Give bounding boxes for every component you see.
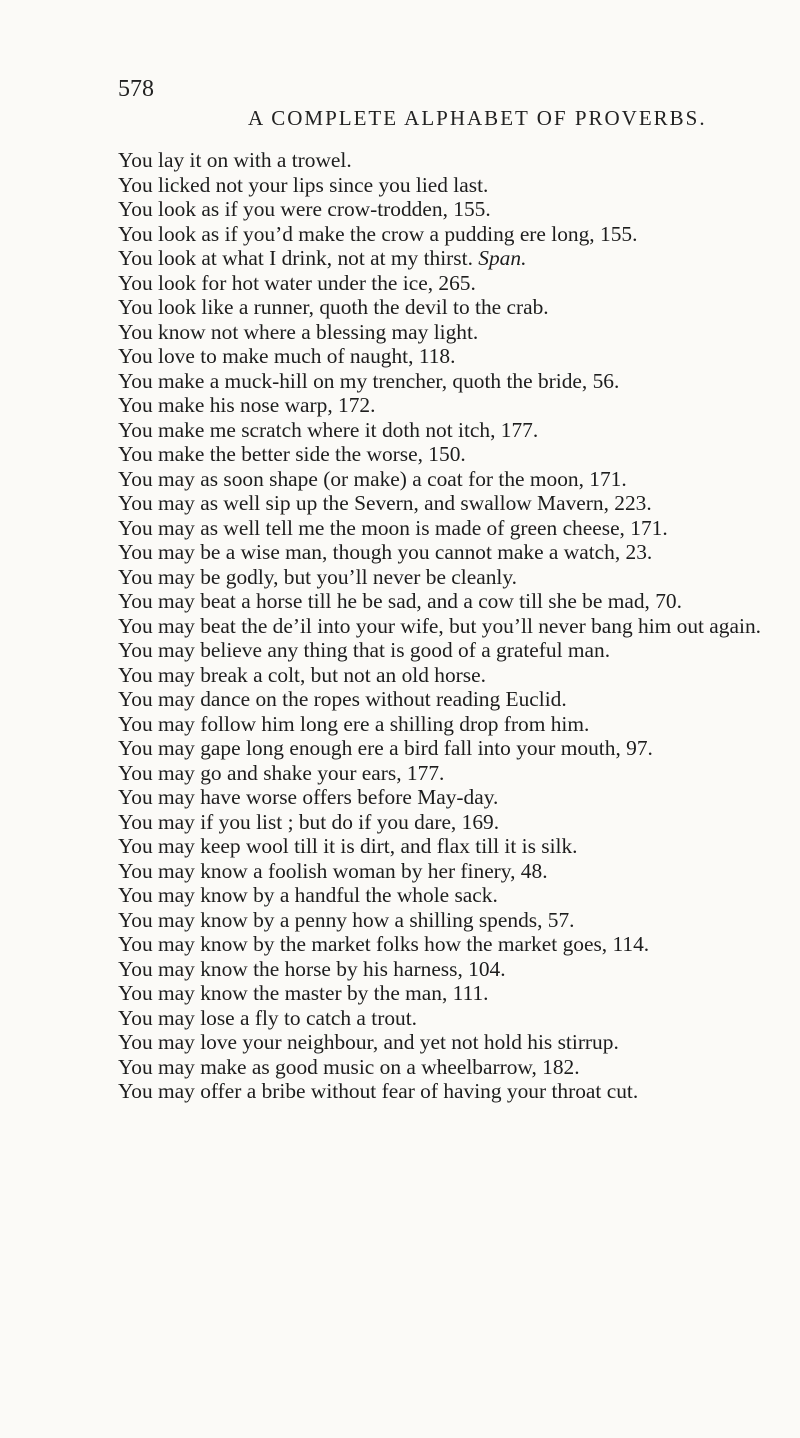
proverb-entry (118, 614, 768, 639)
proverb-entry (118, 981, 768, 1006)
proverb-entry (118, 467, 768, 492)
proverb-text: You may know the master by the man, 111. (118, 981, 489, 1005)
proverb-text: You may make as good music on a wheelbarrow, 182. (118, 1054, 580, 1079)
proverb-text: You may dance on the ropes without reading Euclid. (118, 687, 567, 711)
proverb-entry (118, 687, 768, 712)
proverb-entry (118, 589, 768, 614)
proverb-text: You make me scratch where it doth not itch, 177. (118, 417, 539, 442)
proverb-text: You look like a runner, quoth the devil to the crab. (118, 295, 549, 319)
proverb-text: You may go and shake your ears, 177. (118, 760, 445, 785)
proverb-list (118, 148, 768, 1104)
proverb-entry (118, 761, 768, 786)
proverb-text: You may offer a bribe without fear of having your throat cut. (118, 1079, 639, 1103)
proverb-text: You make his nose warp, 172. (118, 393, 376, 417)
proverb-text: You may know a foolish woman by her finery, 48. (118, 858, 548, 883)
proverb-entry (118, 516, 768, 541)
proverb-text: You make a muck-hill on my trencher, quoth the bride, 56. (118, 368, 620, 393)
running-head: A COMPLETE ALPHABET OF PROVERBS. (248, 106, 707, 130)
proverb-entry (118, 173, 768, 198)
proverb-entry (118, 222, 768, 247)
proverb-source: Span. (478, 246, 527, 270)
proverb-entry (118, 418, 768, 443)
proverb-entry (118, 736, 768, 761)
proverb-text: You look for hot water under the ice, 265. (118, 270, 476, 295)
proverb-entry (118, 957, 768, 982)
proverb-text: You may know by a penny how a shilling spends, 57. (118, 907, 575, 932)
proverb-text: You may as soon shape (or make) a coat for the moon, 171. (118, 466, 627, 491)
proverb-text: You look as if you’d make the crow a pudding ere long, 155. (118, 221, 638, 246)
proverb-entry (118, 246, 768, 271)
proverb-text: You may gape long enough ere a bird fall into your mouth, 97. (118, 736, 653, 760)
proverb-entry (118, 1006, 768, 1031)
proverb-text: You may if you list ; but do if you dare, 169. (118, 809, 500, 834)
proverb-entry (118, 883, 768, 908)
proverb-entry (118, 295, 768, 320)
proverb-entry (118, 565, 768, 590)
proverb-entry (118, 540, 768, 565)
proverb-text: You may beat a horse till he be sad, and a cow till she be mad, 70. (118, 589, 682, 613)
proverb-entry (118, 712, 768, 737)
proverb-text: You may love your neighbour, and yet not hold his stirrup. (118, 1030, 619, 1054)
proverb-text: You look as if you were crow-trodden, 155. (118, 197, 491, 221)
proverb-entry (118, 442, 768, 467)
proverb-text: You may as well tell me the moon is made of green cheese, 171. (118, 515, 668, 540)
proverb-entry (118, 638, 768, 663)
proverb-entry (118, 148, 768, 173)
proverb-text: You may believe any thing that is good of a grateful man. (118, 638, 611, 662)
proverb-text: You licked not your lips since you lied last. (118, 172, 489, 197)
proverb-text: You may break a colt, but not an old horse. (118, 662, 486, 687)
proverb-text: You may be a wise man, though you cannot make a watch, 23. (118, 540, 653, 564)
proverb-entry (118, 810, 768, 835)
proverb-entry (118, 1055, 768, 1080)
proverb-entry (118, 320, 768, 345)
proverb-entry (118, 271, 768, 296)
proverb-text: You love to make much of naught, 118. (118, 344, 456, 368)
proverb-text: You may know by a handful the whole sack. (118, 883, 498, 907)
proverb-text: You may keep wool till it is dirt, and flax till it is silk. (118, 834, 578, 858)
proverb-text: You know not where a blessing may light. (118, 319, 479, 344)
proverb-text: You may lose a fly to catch a trout. (118, 1005, 418, 1030)
proverb-entry (118, 344, 768, 369)
proverb-entry (118, 663, 768, 688)
proverb-text: You lay it on with a trowel. (118, 148, 352, 172)
proverb-entry (118, 908, 768, 933)
proverb-text: You may follow him long ere a shilling drop from him. (118, 711, 590, 736)
page-number: 578 (118, 76, 154, 102)
proverb-entry (118, 393, 768, 418)
proverb-entry (118, 859, 768, 884)
proverb-text: You may beat the de’il into your wife, but you’ll never bang him out again. (118, 613, 761, 638)
proverb-entry (118, 932, 768, 957)
proverb-entry (118, 834, 768, 859)
proverb-entry (118, 1030, 768, 1055)
proverb-text: You make the better side the worse, 150. (118, 442, 466, 466)
proverb-text: You may have worse offers before May-day. (118, 785, 499, 809)
proverb-text: You look at what I drink, not at my thirst. (118, 246, 473, 270)
proverb-text: You may know the horse by his harness, 104. (118, 956, 506, 981)
proverb-entry (118, 491, 768, 516)
proverb-entry (118, 369, 768, 394)
proverb-text: You may as well sip up the Severn, and swallow Mavern, 223. (118, 491, 652, 515)
proverb-text: You may know by the market folks how the market goes, 114. (118, 932, 650, 956)
proverb-entry (118, 197, 768, 222)
proverb-text: You may be godly, but you’ll never be cleanly. (118, 564, 518, 589)
proverb-entry (118, 1079, 768, 1104)
proverb-entry (118, 785, 768, 810)
